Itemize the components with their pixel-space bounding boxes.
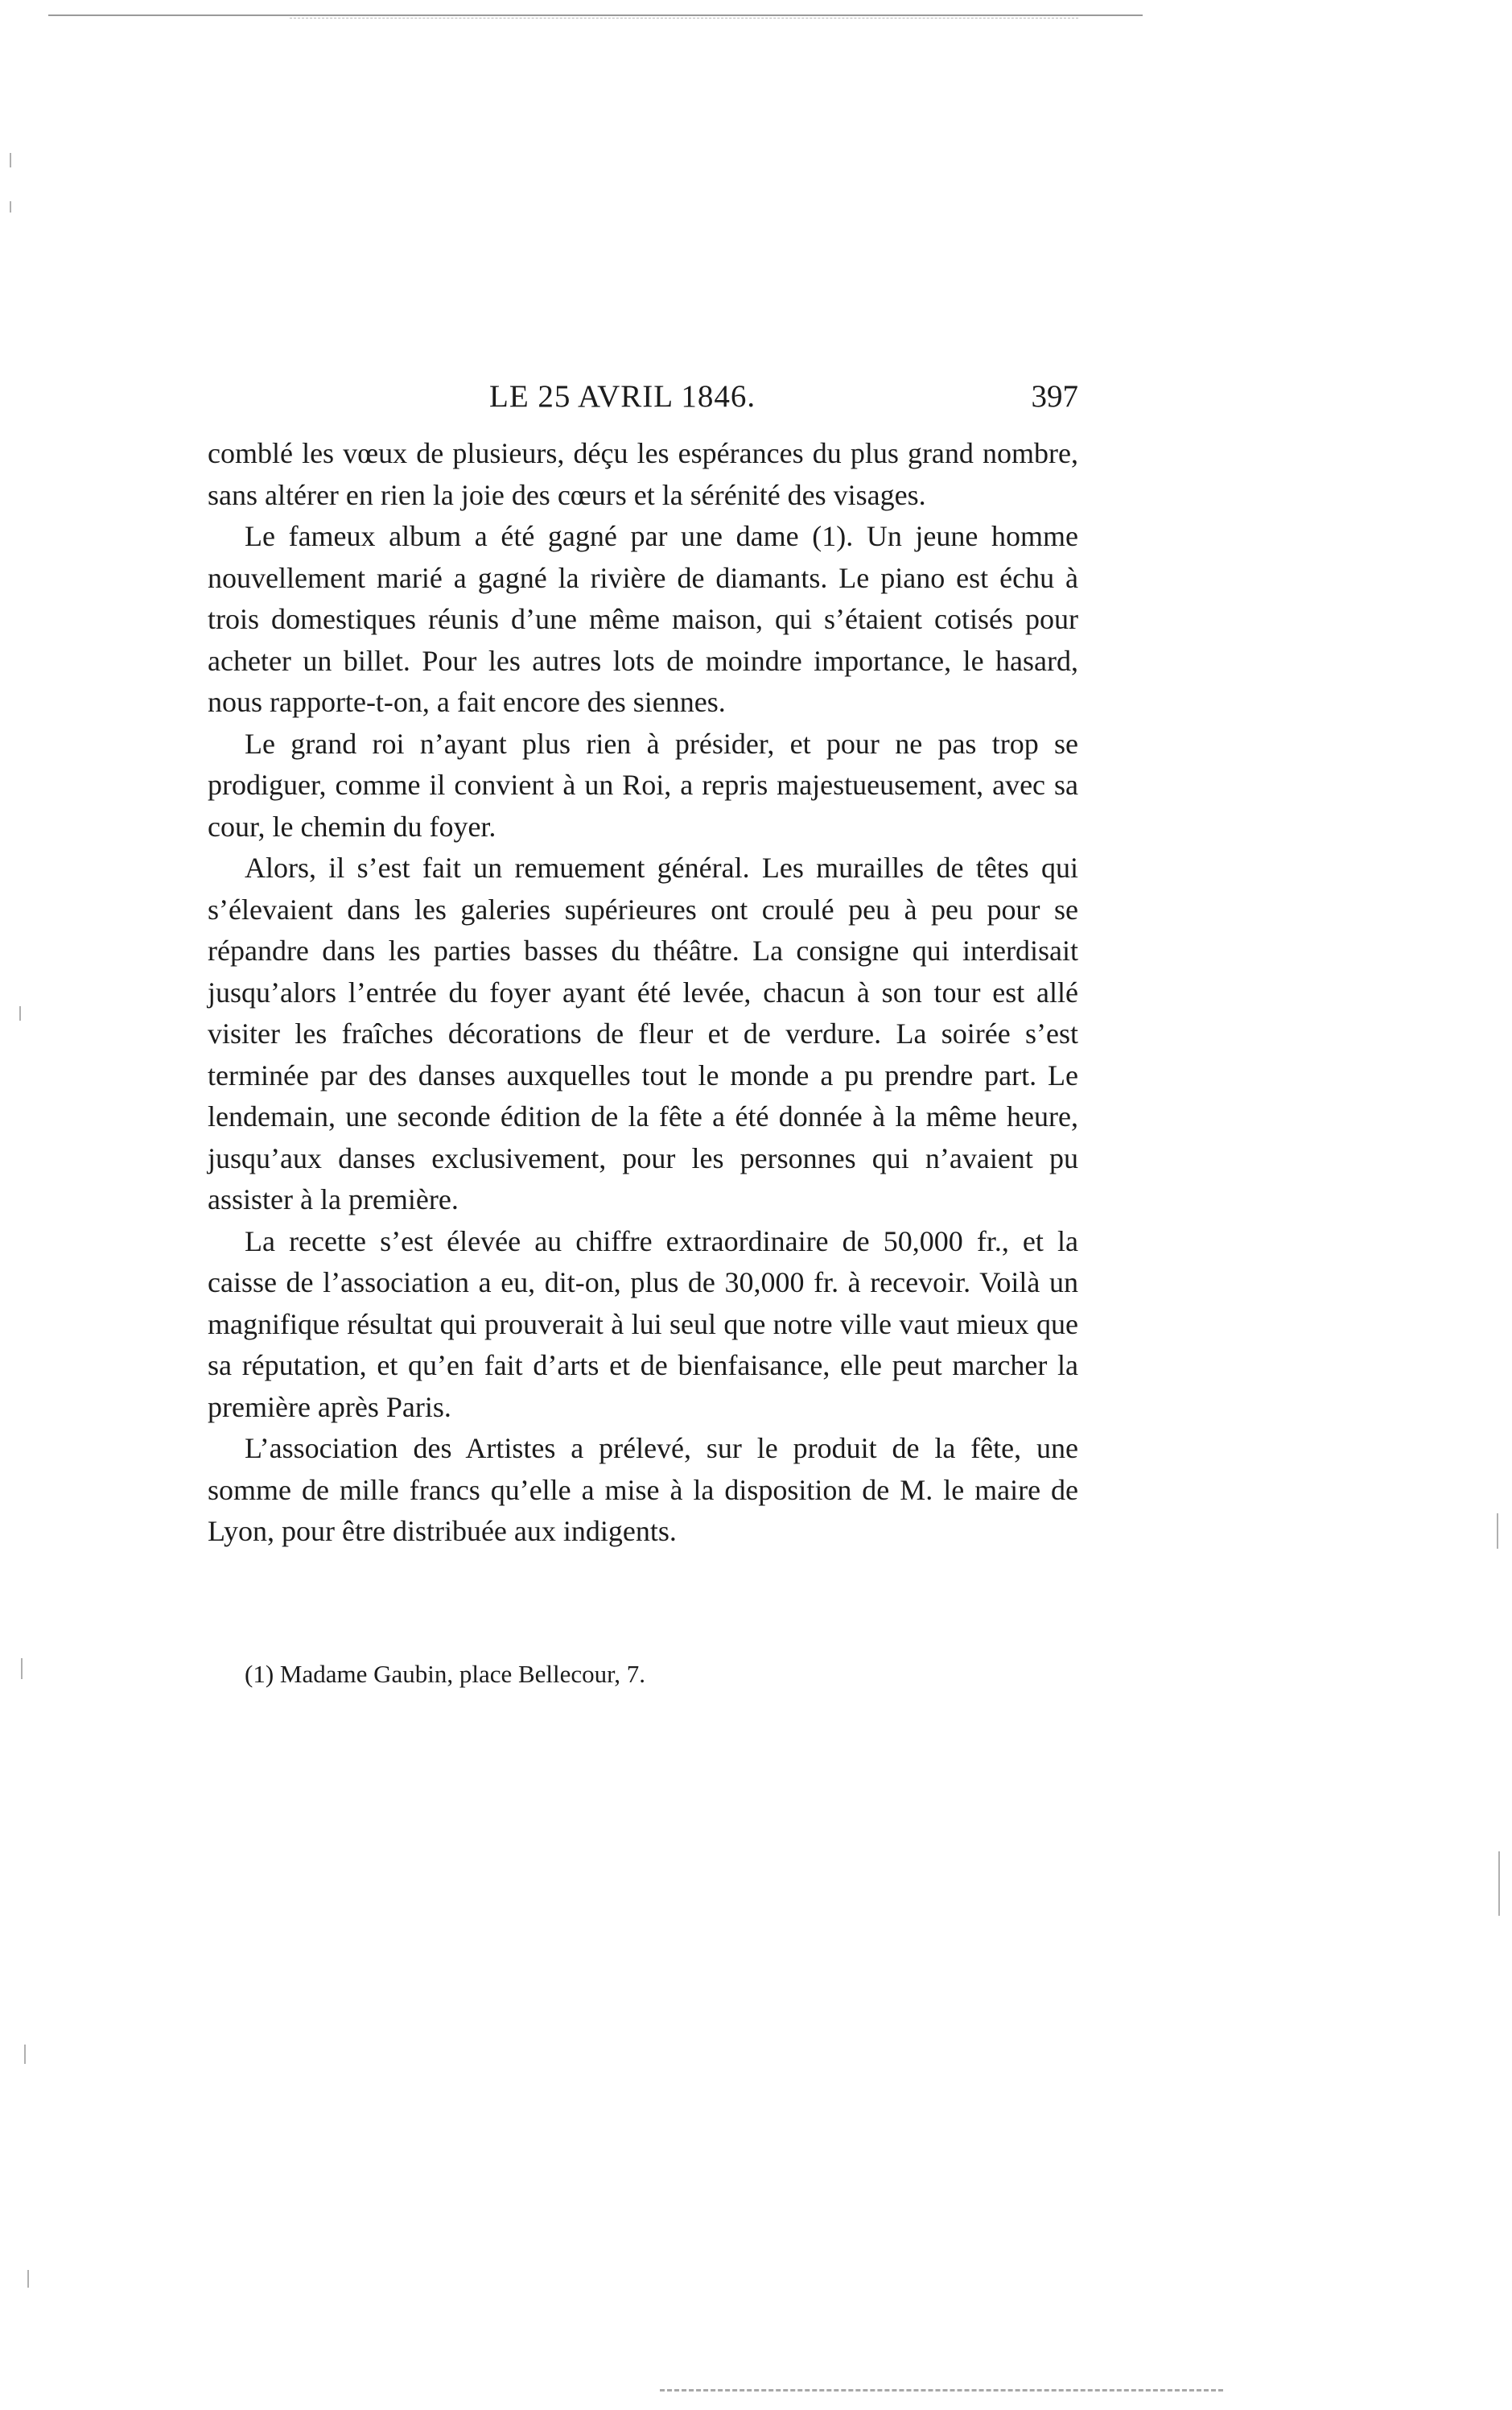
- page-number: 397: [1031, 379, 1078, 414]
- scan-top-edge-line: [48, 14, 1143, 16]
- paragraph: Le grand roi n’ayant plus rien à présider, et pour ne pas trop se prodiguer, comme il convient à un Roi, a repris majestueusement, avec sa cour, le chemin du foyer.: [208, 727, 1078, 843]
- body-text: [208, 433, 1078, 1553]
- running-head: [208, 378, 1078, 427]
- scan-left-edge-mark: [19, 1006, 21, 1021]
- scan-right-edge-mark: [1498, 1851, 1500, 1916]
- scan-right-edge-mark: [1497, 1513, 1498, 1549]
- paragraph: La recette s’est élevée au chiffre extraordinaire de 50,000 fr., et la caisse de l’association a eu, dit-on, plus de 30,000 fr. à recevoir. Voilà un magnifique résultat qui prouverait à lui seul que notre ville vaut mieux que sa réputation, et qu’en fait d’arts et de bienfaisance, elle peut marcher la première après Paris.: [208, 1224, 1078, 1423]
- paragraph: Le fameux album a été gagné par une dame (1). Un jeune homme nouvellement marié a gagné la rivière de diamants. Le piano est échu à trois domestiques réunis d’une même maison, qui s’étaient cotisés pour acheter un billet. Pour les autres lots de moindre importance, le hasard, nous rapporte-t-on, a fait encore des siennes.: [208, 520, 1078, 718]
- scan-top-edge-dashes: [290, 18, 1078, 19]
- paragraph: L’association des Artistes a prélevé, sur le produit de la fête, une somme de mille francs qu’elle a mise à la disposition de M. le maire de Lyon, pour être distribuée aux indigents.: [208, 1432, 1078, 1547]
- scan-left-edge-mark: [10, 153, 11, 167]
- scan-left-edge-mark: [24, 2045, 26, 2064]
- scan-left-edge-mark: [21, 1658, 23, 1679]
- footnote: (1) Madame Gaubin, place Bellecour, 7.: [245, 1660, 646, 1688]
- scan-bottom-edge-dashes: [660, 2389, 1223, 2391]
- scan-left-edge-mark: [27, 2270, 29, 2288]
- scan-left-edge-mark: [10, 201, 11, 213]
- paragraph: comblé les vœux de plusieurs, déçu les espérances du plus grand nombre, sans altérer en rien la joie des cœurs et la sérénité des visages.: [208, 437, 1078, 511]
- paragraph: Alors, il s’est fait un remuement général. Les murailles de têtes qui s’élevaient dans les galeries supérieures ont croulé peu à peu pour se répandre dans les parties basses du théâtre. La consigne qui interdisait jusqu’alors l’entrée du foyer ayant été levée, chacun à son tour est allé visiter les fraîches décorations de fleur et de verdure. La soirée s’est terminée par des danses auxquelles tout le monde a pu prendre part. Le lendemain, une seconde édition de la fête a été donnée à la même heure, jusqu’aux danses exclusivement, pour les personnes qui n’avaient pu assister à la première.: [208, 852, 1078, 1215]
- running-head-title: LE 25 AVRIL 1846.: [489, 379, 756, 414]
